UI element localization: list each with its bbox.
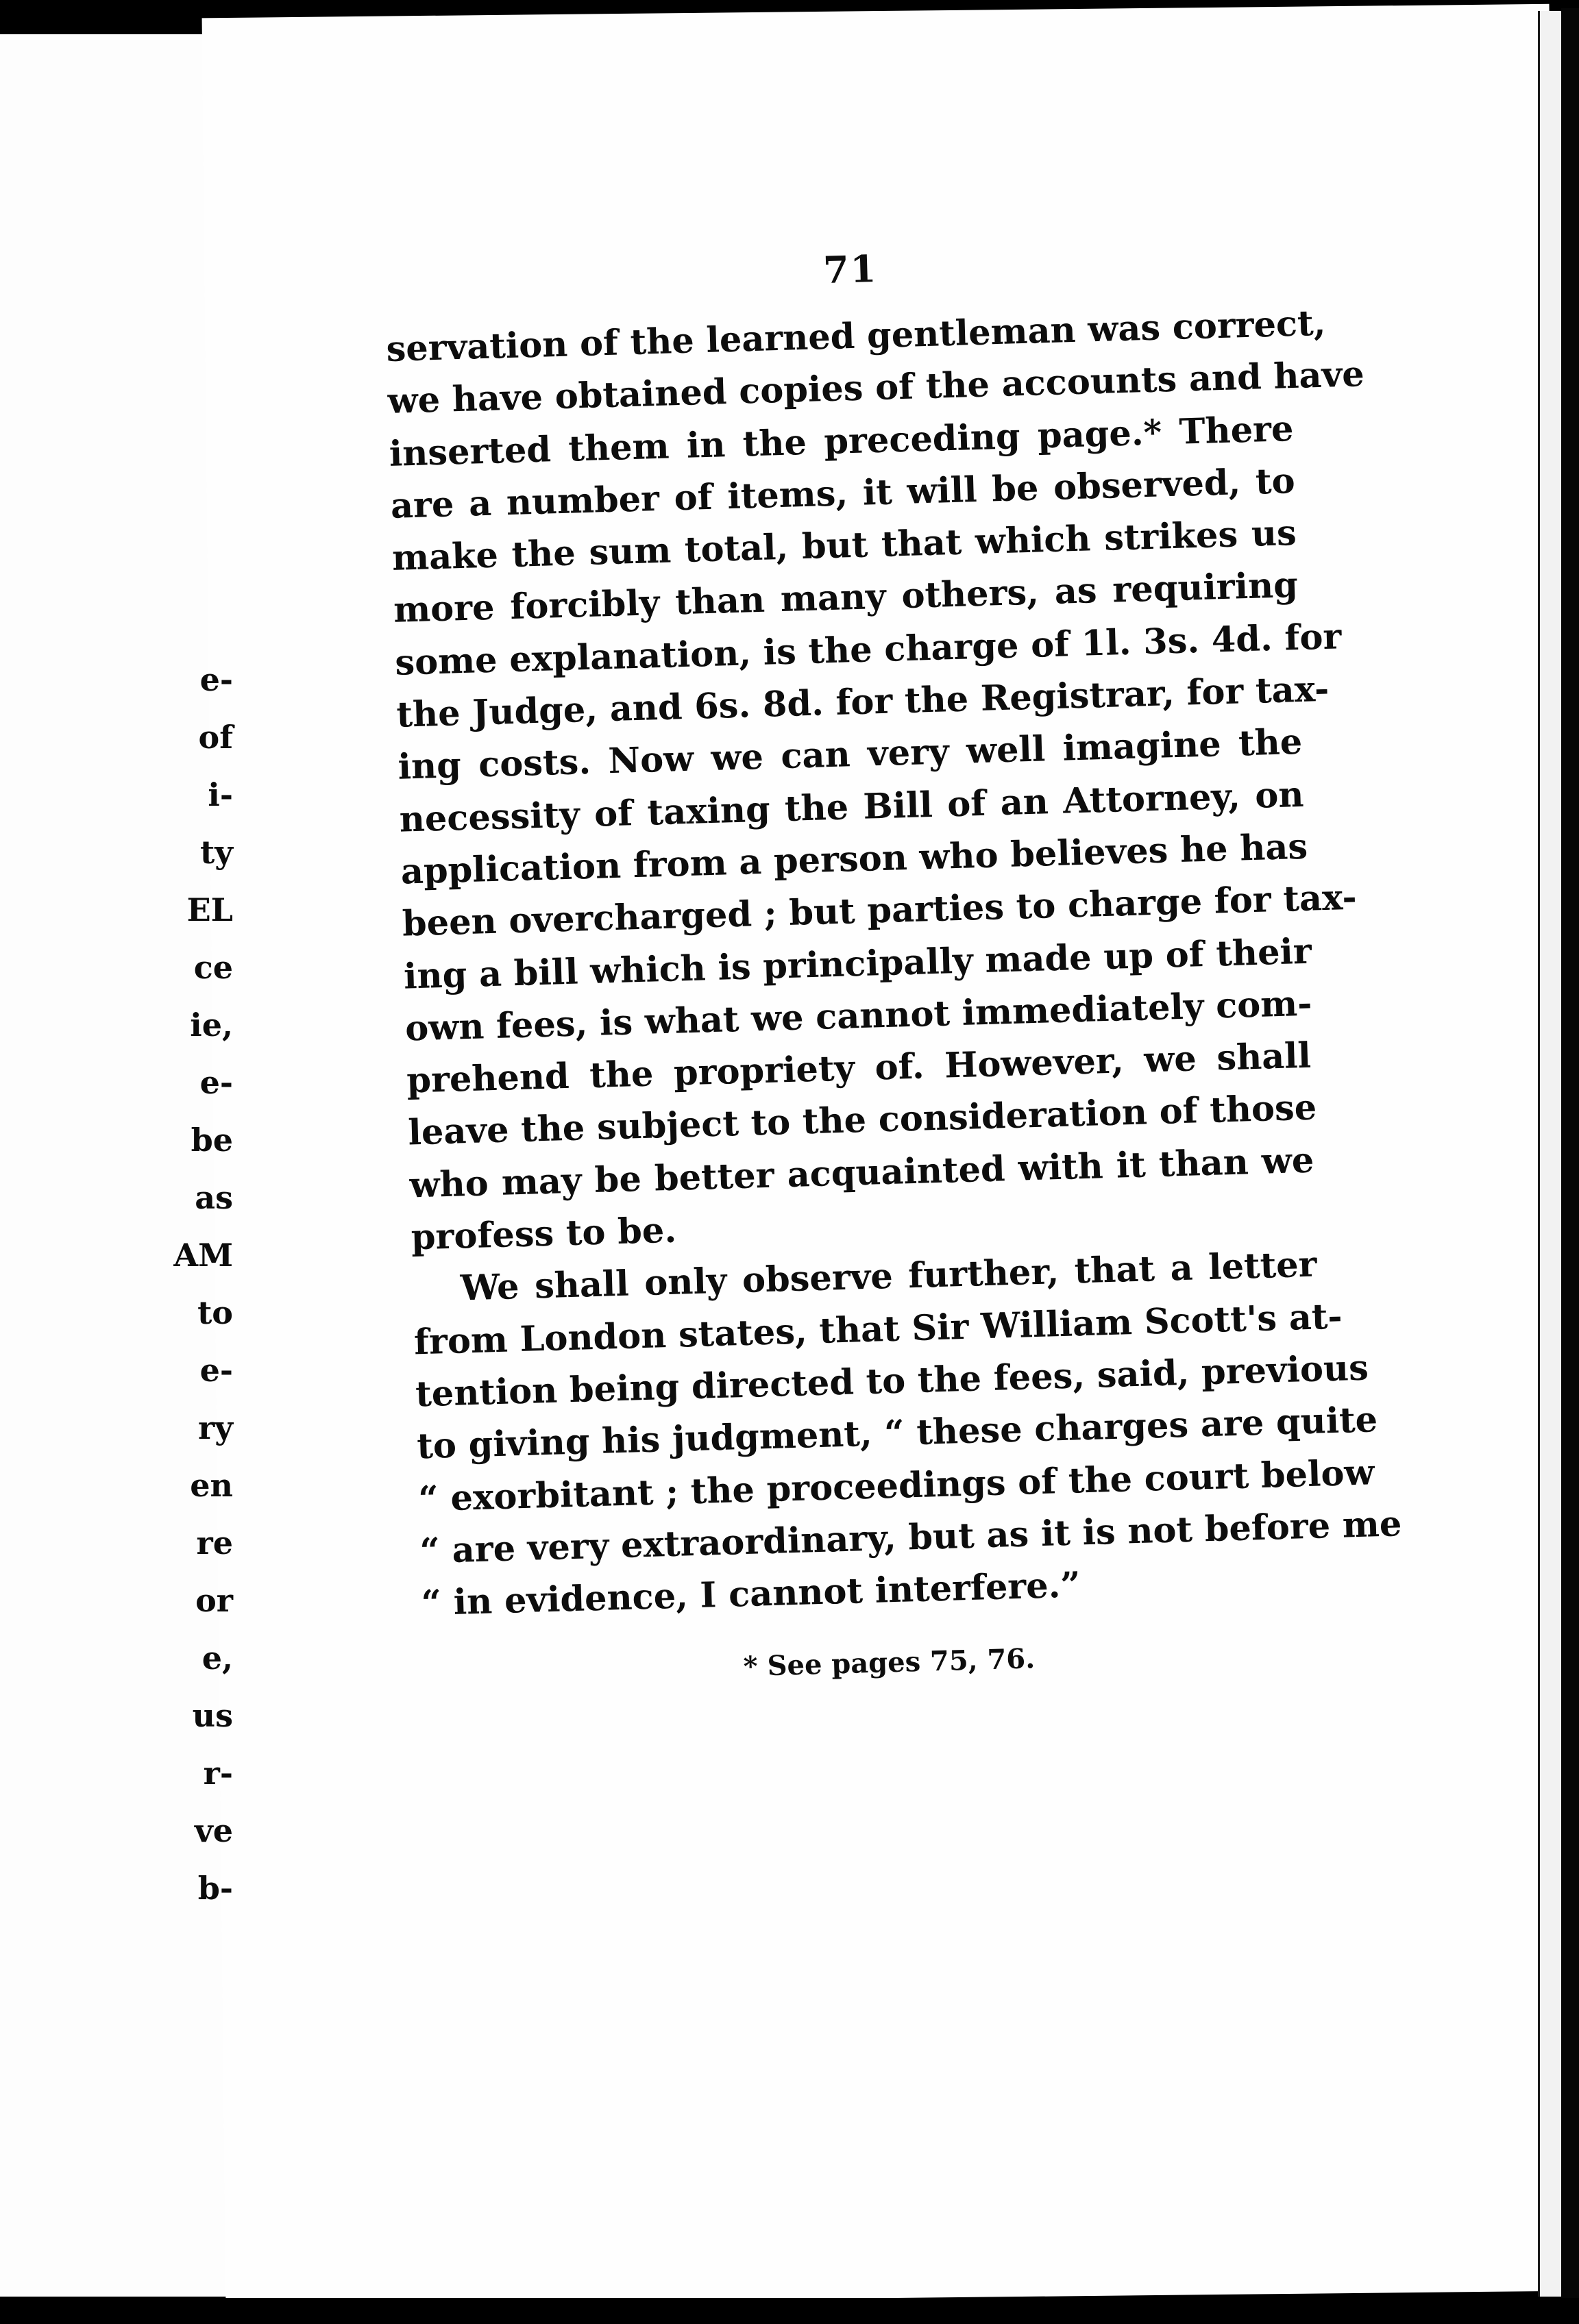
paragraph-2: [412, 1239, 1403, 1630]
footnote: * See pages 75, 76.: [743, 1642, 1036, 1683]
body-line: more forcibly than many others, as requiring: [393, 565, 1299, 632]
fragment: ie,: [190, 1006, 233, 1043]
body-line: leave the subject to the consideration of those: [407, 1087, 1317, 1154]
fragment: r-: [203, 1755, 233, 1792]
body-line: servation of the learned gentleman was correct,: [385, 302, 1327, 370]
fragment: ce: [193, 949, 233, 986]
body-line: inserted them in the preceding page.* There: [389, 408, 1295, 475]
fragment: e-: [199, 1352, 233, 1389]
bottom-band: [0, 2298, 1579, 2324]
facing-page-fragments: [171, 651, 233, 1917]
body-line: “ exorbitant ; the proceedings of the court below: [417, 1451, 1375, 1520]
fragment: b-: [197, 1870, 233, 1907]
fragment: i-: [208, 776, 233, 813]
fragment: EL: [186, 891, 233, 928]
fragment: en: [190, 1467, 233, 1504]
body-line: who may be better acquainted with it than we: [408, 1139, 1315, 1207]
fragment: us: [192, 1697, 233, 1734]
body-line: tention being directed to the fees, said, previous: [415, 1347, 1369, 1416]
body-line: from London states, that Sir William Scott's at-: [413, 1296, 1343, 1363]
body-line: are a number of items, it will be observed, to: [390, 460, 1296, 527]
body-line: “ in evidence, I cannot interfere.”: [420, 1564, 1081, 1624]
fragment: ry: [198, 1409, 233, 1446]
body-line: been overcharged ; but parties to charge for tax-: [402, 877, 1358, 945]
body-line: make the sum total, but that which strikes us: [391, 512, 1297, 580]
fragment: to: [197, 1294, 233, 1331]
body-line: some explanation, is the charge of 1l. 3s. 4d. for: [394, 615, 1343, 684]
body-line: we have obtained copies of the accounts and have: [387, 354, 1365, 423]
page-number: 71: [822, 246, 879, 293]
body-line: to giving his judgment, “ these charges are quite: [416, 1399, 1378, 1468]
fragment: or: [195, 1582, 233, 1619]
body-line: profess to be.: [411, 1209, 677, 1259]
body-line: “ are very extraordinary, but as it is not before me: [419, 1503, 1403, 1572]
body-line: ing a bill which is principally made up of their: [403, 930, 1312, 998]
fragment: as: [195, 1179, 233, 1216]
body-line: ing costs. Now we can very well imagine the: [397, 721, 1303, 789]
fragment: e-: [199, 661, 233, 698]
paragraph-1: [385, 298, 1365, 1264]
fragment: ty: [200, 834, 233, 871]
body-line: We shall only observe further, that a letter: [460, 1244, 1318, 1309]
body-line: application from a person who believes he has: [400, 826, 1308, 893]
fore-edge: [1561, 8, 1579, 2298]
fragment: AM: [173, 1237, 233, 1274]
fragment: re: [196, 1524, 233, 1561]
fragment: of: [198, 719, 233, 756]
body-line: prehend the propriety of. However, we shall: [406, 1035, 1312, 1102]
fragment: ve: [195, 1812, 233, 1849]
fragment: e,: [201, 1640, 233, 1677]
text-block: [384, 235, 1403, 1692]
fragment: e-: [199, 1064, 233, 1101]
fragment: be: [191, 1122, 233, 1159]
body-line: the Judge, and 6s. 8d. for the Registrar, for tax-: [395, 668, 1330, 736]
body-line: necessity of taxing the Bill of an Attorney, on: [398, 774, 1305, 841]
body-line: own fees, is what we cannot immediately com-: [404, 982, 1313, 1050]
